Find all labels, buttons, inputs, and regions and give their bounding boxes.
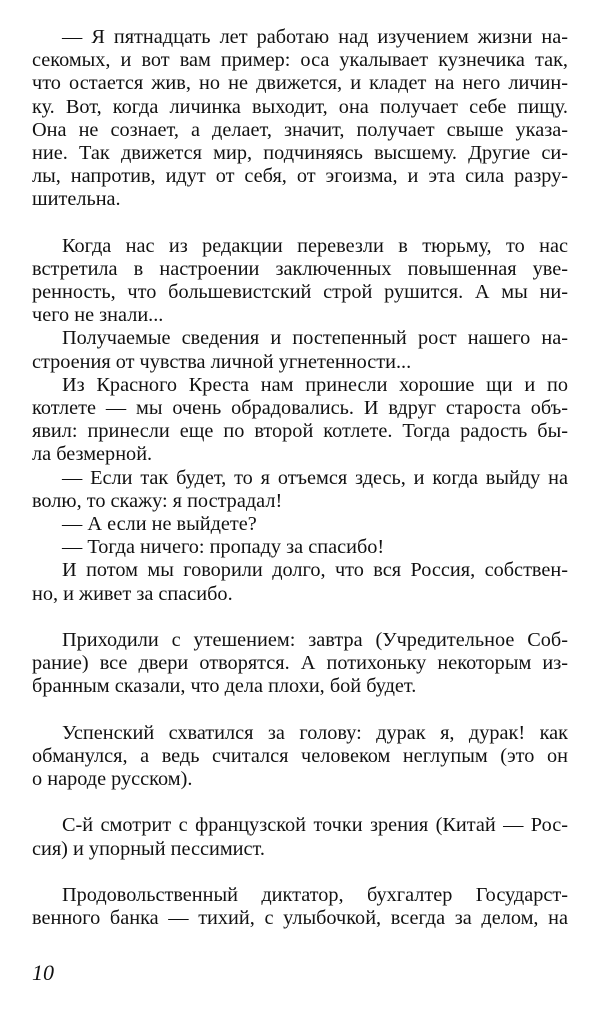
text-line: ренность, что большевистский строй рушится. А мы ни- <box>32 281 568 304</box>
text-line: Приходили с утешением: завтра (Учредительное Соб- <box>62 628 568 651</box>
paragraph-gap <box>32 861 568 884</box>
text-line: Из Красного Креста нам принесли хорошие щи и по <box>62 373 568 396</box>
text-line: бранным сказали, что дела плохи, бой будет. <box>32 675 417 698</box>
text-line: Она не сознает, а делает, значит, получает свыше указа- <box>32 118 568 141</box>
text-line: котлете — мы очень обрадовались. И вдруг староста объ- <box>32 397 568 419</box>
text-line: Успенский схватился за голову: дурак я, дурак! как <box>62 721 568 744</box>
text-line: встретила в настроении заключенных повышенная уве- <box>32 257 568 280</box>
text-line: — А если не выйдете? <box>62 512 257 535</box>
paragraph <box>32 559 568 605</box>
paragraph <box>32 536 568 559</box>
text-line: Когда нас из редакции перевезли в тюрьму, то нас <box>62 234 568 257</box>
text-line: о народе русском). <box>32 768 193 790</box>
text-line: строения от чувства личной угнетенности... <box>32 350 412 373</box>
text-line: С-й смотрит с французской точки зрения (Китай — Рос- <box>62 814 568 837</box>
text-line: ние. Так движется мир, подчиняясь высшему. Другие си- <box>32 141 568 164</box>
paragraph <box>32 26 568 212</box>
text-line: венного банка — тихий, с улыбочкой, всегда за делом, на <box>32 907 568 930</box>
text-line: явил: принесли еще по второй котлете. Тогда радость бы- <box>32 420 568 443</box>
paragraph <box>32 629 568 699</box>
text-line: ла безмерной. <box>32 443 153 466</box>
paragraph-gap <box>32 698 568 721</box>
text-line: секомых, и вот вам пример: оса укалывает кузнечика так, <box>32 49 568 72</box>
paragraph <box>32 467 568 513</box>
text-line: что остается жив, но не движется, и кладет на него личин- <box>32 72 568 95</box>
body-text <box>32 26 568 930</box>
page-number: 10 <box>32 960 54 985</box>
paragraph <box>32 235 568 328</box>
paragraph-gap <box>32 212 568 235</box>
text-line: — Тогда ничего: пропаду за спасибо! <box>62 536 385 559</box>
text-line: волю, то скажу: я пострадал! <box>32 489 283 512</box>
text-line: ку. Вот, когда личинка выходит, она получает себе пищу. <box>32 95 568 118</box>
text-line: рание) все двери отворятся. А потихоньку некоторым из- <box>32 652 568 675</box>
text-line: обманулся, а ведь считался человеком неглупым (это он <box>32 744 568 767</box>
text-line: И потом мы говорили долго, что вся Россия, собствен- <box>62 559 568 582</box>
text-line: чего не знали... <box>32 304 164 327</box>
text-line: Продовольственный диктатор, бухгалтер Государст- <box>62 883 568 906</box>
text-line: сия) и упорный пессимист. <box>32 837 265 860</box>
text-line: лы, напротив, идут от себя, от эгоизма, и эта сила разру- <box>32 165 568 188</box>
paragraph-gap <box>32 791 568 814</box>
paragraph-gap <box>32 606 568 629</box>
paragraph <box>32 884 568 930</box>
text-line: шительна. <box>32 188 121 211</box>
paragraph <box>32 513 568 536</box>
paragraph <box>32 374 568 467</box>
text-line: но, и живет за спасибо. <box>32 582 233 605</box>
paragraph <box>32 327 568 373</box>
text-line: — Если так будет, то я отъемся здесь, и когда выйду на <box>62 466 568 489</box>
paragraph <box>32 722 568 792</box>
text-line: Получаемые сведения и постепенный рост нашего на- <box>62 327 568 350</box>
paragraph <box>32 814 568 860</box>
text-line: — Я пятнадцать лет работаю над изучением жизни на- <box>62 26 568 48</box>
